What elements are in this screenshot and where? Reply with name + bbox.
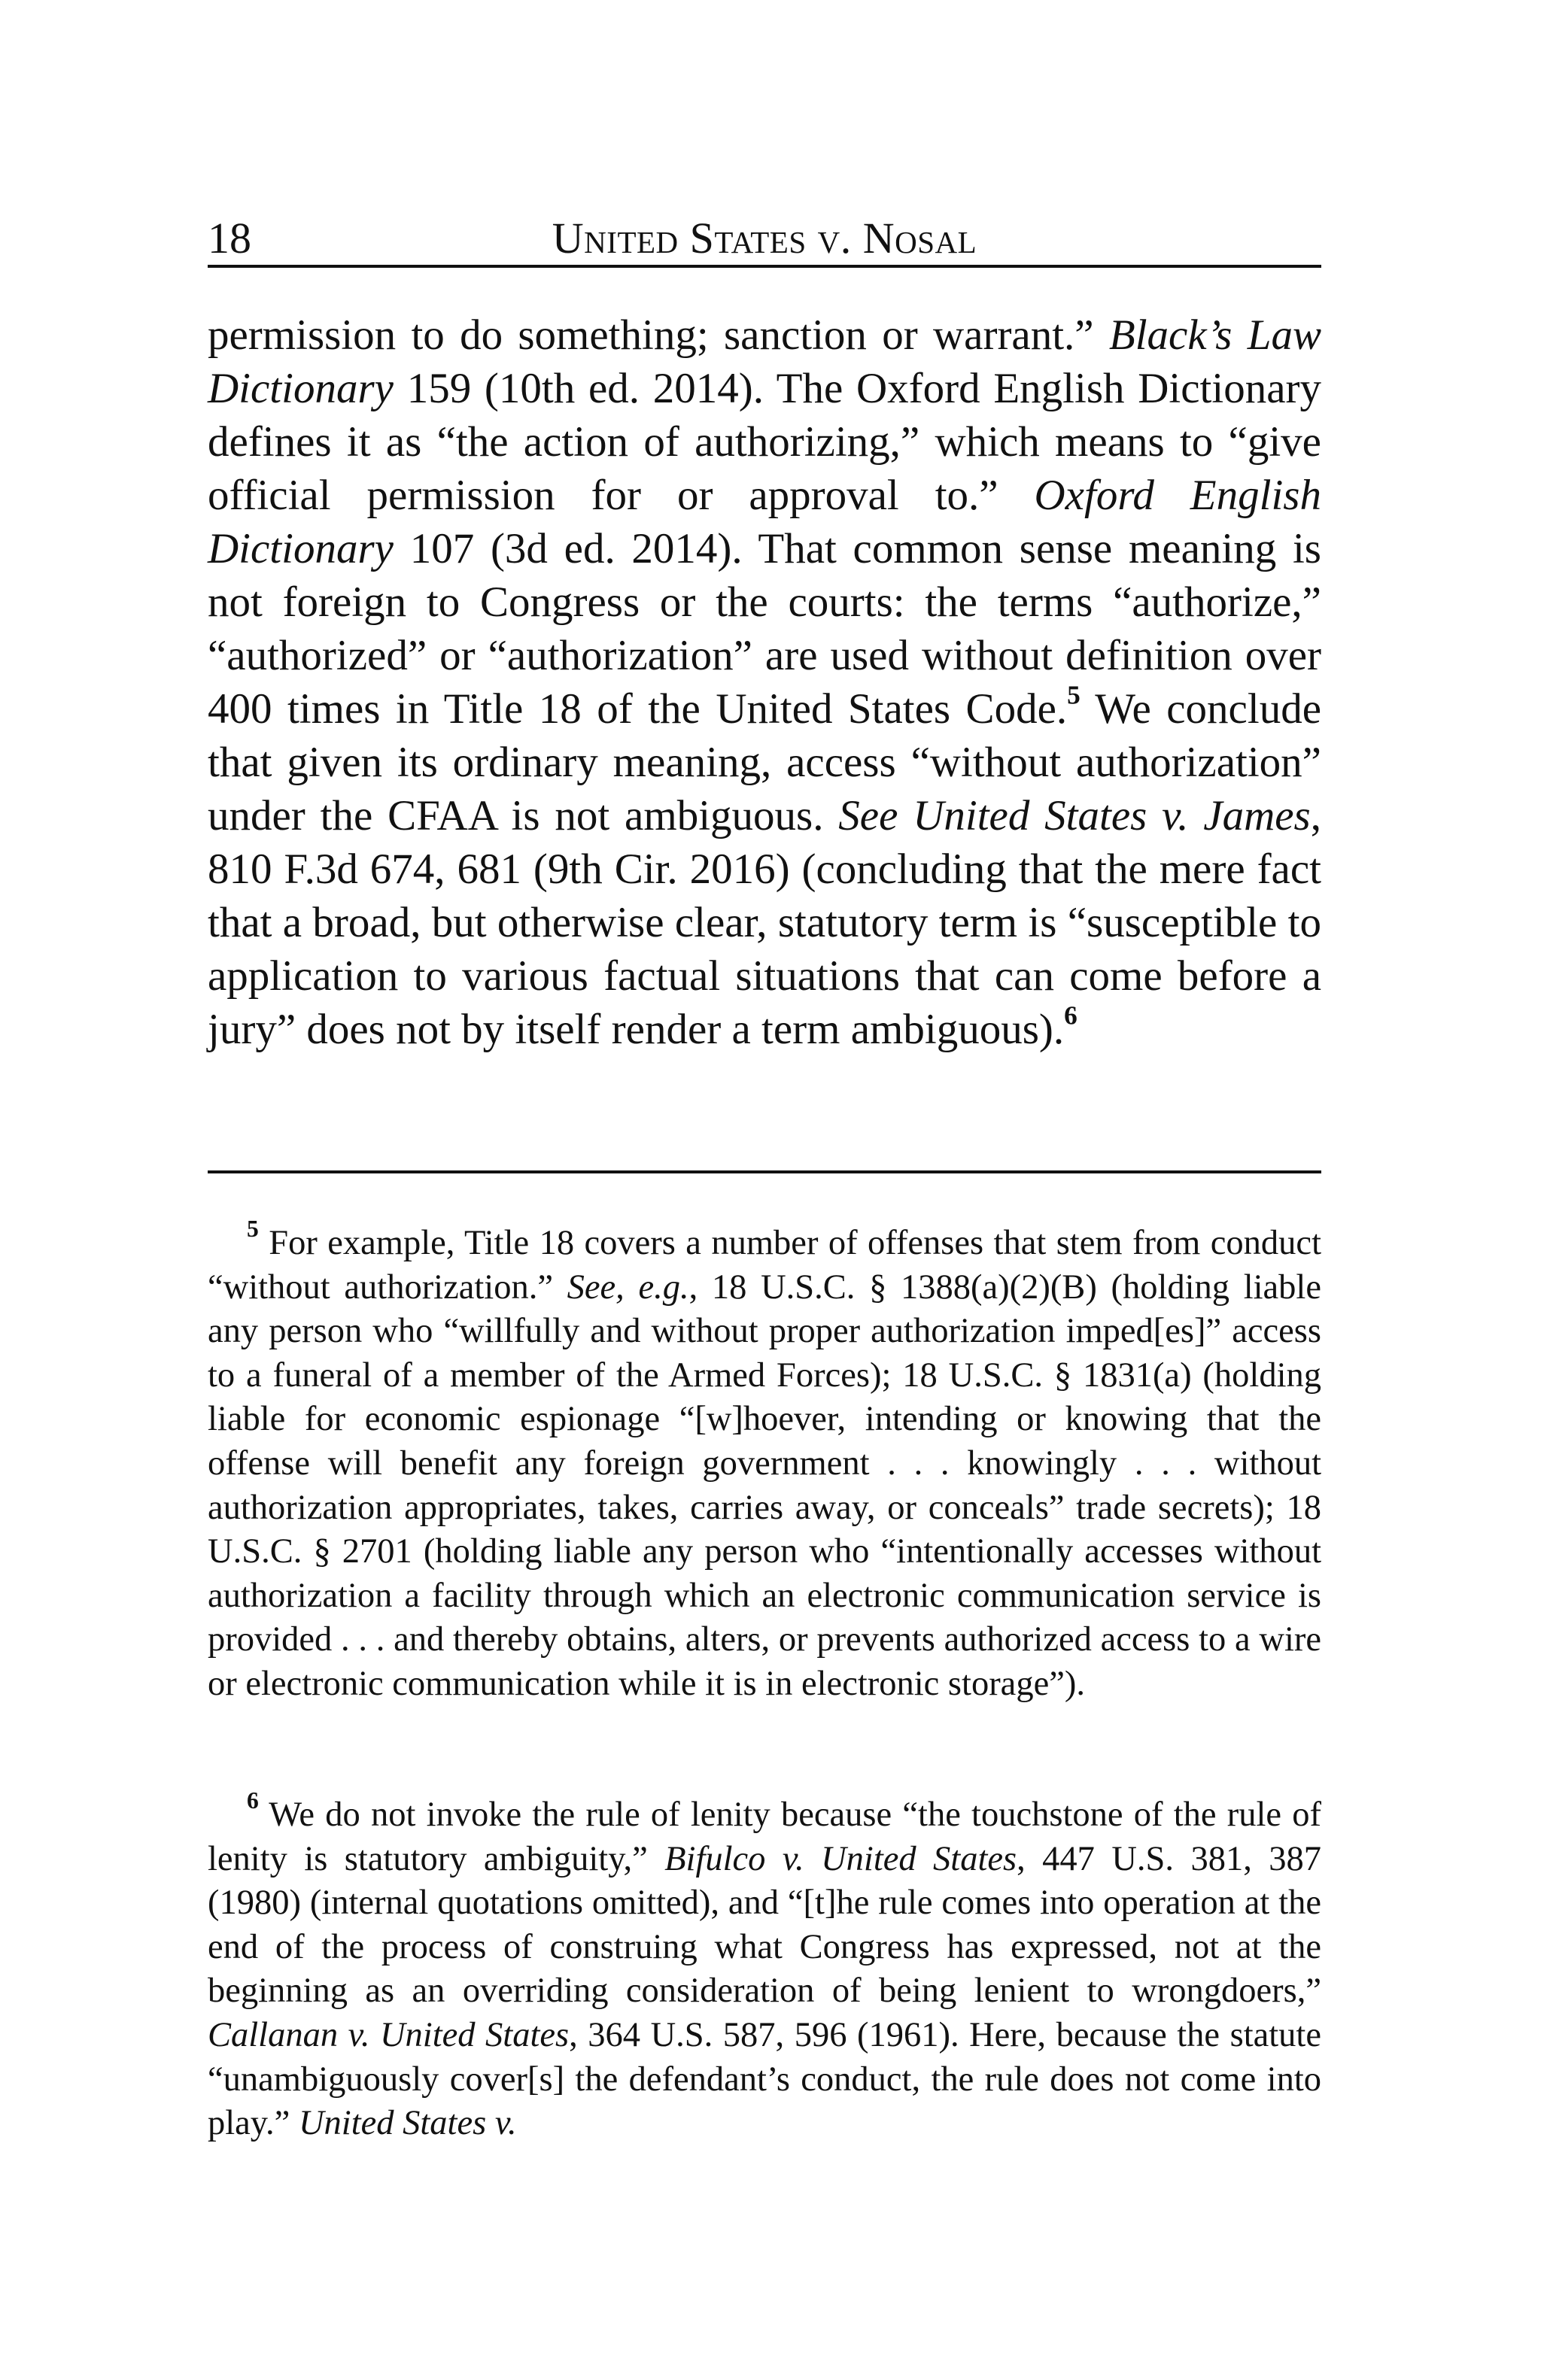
footnote-6 — [208, 1787, 1321, 2146]
page-number: 18 — [208, 214, 251, 263]
citation: Callanan v. United States — [208, 2015, 570, 2054]
citation: United States v. — [298, 2104, 517, 2143]
opinion-paragraph — [208, 308, 1321, 1056]
footnote-number: 5 — [247, 1216, 259, 1243]
body-text-segment: 107 (3d ed. 2014). That common sense meaning is not foreign to Congress or the courts: the terms “authorize,” “authorized” or “authorization” are used without definition over 400 times in Title 18 of the United States Code. — [208, 525, 1321, 733]
page-header — [208, 212, 1321, 268]
footnote-text-segment: For example, Title 18 covers a number of offenses that stem from conduct “without authorization.” — [208, 1224, 1321, 1307]
body-text-segment: 159 (10th ed. 2014). The Oxford English Dictionary defines it as “the action of authorizing,” which means to “give official permission for or approval to.” — [208, 365, 1321, 519]
body-text-segment: We conclude that given its ordinary meaning, access “without authorization” under the CFAA is not ambiguous. — [208, 685, 1321, 839]
citation: Oxford English Dictionary — [208, 472, 1321, 572]
running-title: United States v. Nosal — [552, 214, 977, 263]
footnote-reference-6[interactable]: 6 — [1064, 1000, 1077, 1031]
footnote-text-segment: , 447 U.S. 381, 387 (1980) (internal quotations omitted), and “[t]he rule comes into operation at the end of the process of construing what Congress has expressed, not at the beginning as an overriding consideration of being lenient to wrongdoers,” — [208, 1839, 1321, 2011]
citation: See United States v. James — [838, 792, 1311, 839]
citation: Bifulco v. United States — [664, 1839, 1017, 1878]
citation: Black’s Law Dictionary — [208, 311, 1321, 412]
footnote-divider — [208, 1170, 1321, 1173]
footnote-text-segment: , 18 U.S.C. § 1388(a)(2)(B) (holding liable any person who “willfully and without proper authorization imped[es]” access to a funeral of a member of the Armed Forces); 18 U.S.C. § 1831(a) (holding liable for economic espionage “[w]hoever, intending or knowing that the offense will benefit any foreign government . . . knowingly . . . without authorization appropriates, takes, carries away, or conceals” trade secrets); 18 U.S.C. § 2701 (holding liable any person who “intentionally accesses without authorization a facility through which an electronic communication service is provided . . . and thereby obtains, alters, or prevents authorized access to a wire or electronic communication while it is in electronic storage”). — [208, 1267, 1321, 1703]
citation: See, e.g. — [567, 1267, 689, 1307]
footnote-5 — [208, 1216, 1321, 1707]
body-text-segment: permission to do something; sanction or warrant.” — [208, 311, 1109, 359]
footnote-number: 6 — [247, 1787, 259, 1814]
body-text-segment: , 810 F.3d 674, 681 (9th Cir. 2016) (concluding that the mere fact that a broad, but otherwise clear, statutory term is “susceptible to application to various factual situations that can come before a jury” does not by itself render a term ambiguous). — [208, 792, 1321, 1053]
footnote-text-segment: , 364 U.S. 587, 596 (1961). Here, because the statute “unambiguously cover[s] the defendant’s conduct, the rule does not come into play.” — [208, 2015, 1321, 2143]
footnote-text-segment: We do not invoke the rule of lenity because “the touchstone of the rule of lenity is statutory ambiguity,” — [208, 1796, 1321, 1878]
footnote-reference-5[interactable]: 5 — [1067, 680, 1081, 710]
